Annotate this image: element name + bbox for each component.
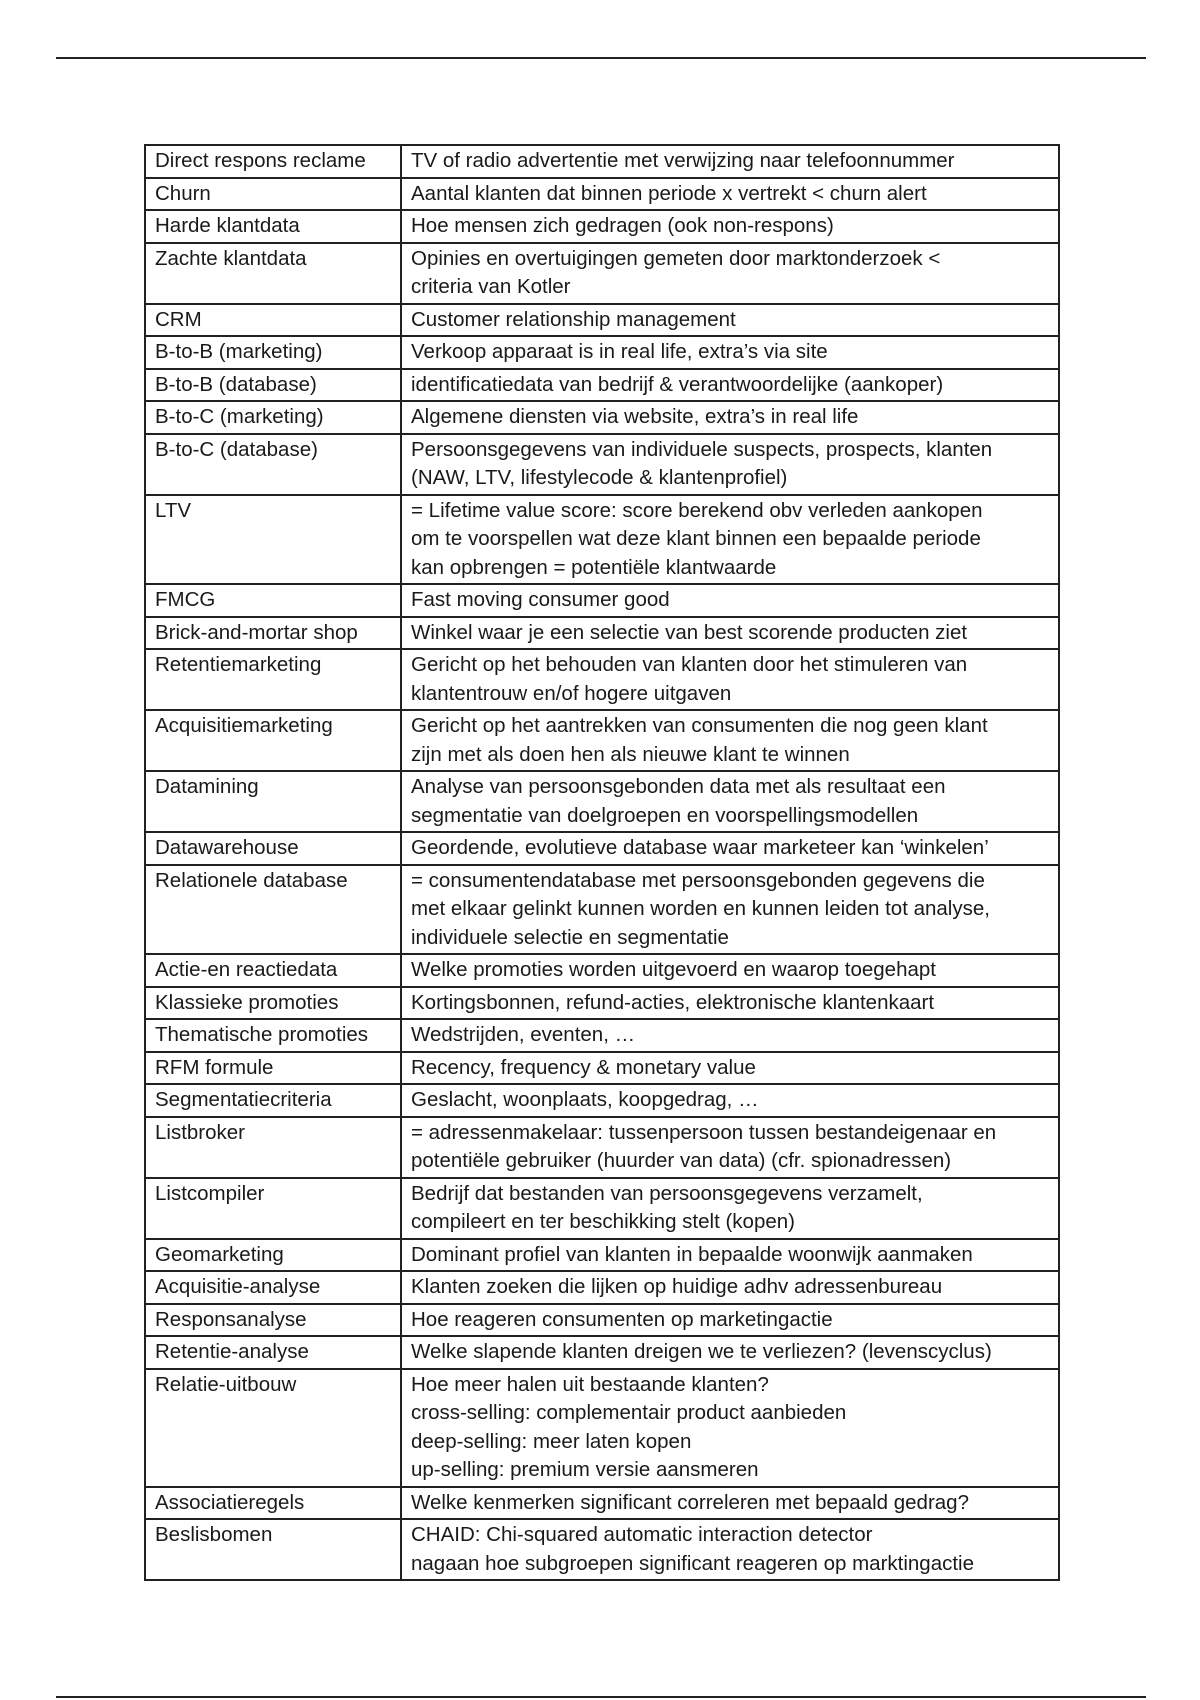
definition-line: Customer relationship management <box>411 307 736 331</box>
definition-cell <box>401 178 1059 211</box>
term-cell: Beslisbomen <box>145 1519 401 1580</box>
definition-line: nagaan hoe subgroepen significant reageren op marktingactie <box>411 1551 974 1575</box>
term-cell: B-to-B (marketing) <box>145 336 401 369</box>
definition-line: Welke promoties worden uitgevoerd en waarop toegehapt <box>411 958 936 981</box>
definition-line: Klanten zoeken die lijken op huidige adhv adressenbureau <box>411 1275 943 1298</box>
definition-cell <box>401 1019 1059 1052</box>
definition-line: TV of radio advertentie met verwijzing naar telefoonnummer <box>411 149 955 172</box>
table-row <box>145 1052 1059 1085</box>
table-row <box>145 865 1059 955</box>
table-row <box>145 495 1059 585</box>
definition-line: Recency, frequency & monetary value <box>411 1055 756 1079</box>
definition-cell <box>401 1117 1059 1178</box>
definition-line: Algemene diensten via website, extra’s in real life <box>411 405 859 428</box>
table-row <box>145 1336 1059 1369</box>
term-cell: FMCG <box>145 584 401 617</box>
term-cell: Datamining <box>145 771 401 832</box>
table-row <box>145 771 1059 832</box>
term-cell: Segmentatiecriteria <box>145 1084 401 1117</box>
definition-line: potentiële gebruiker (huurder van data) (cfr. spionadressen) <box>411 1149 952 1172</box>
definition-cell <box>401 401 1059 434</box>
term-cell: Geomarketing <box>145 1239 401 1272</box>
table-row <box>145 145 1059 178</box>
term-cell: Brick-and-mortar shop <box>145 617 401 650</box>
term-cell: Acquisitiemarketing <box>145 710 401 771</box>
term-cell: Listcompiler <box>145 1178 401 1239</box>
definition-cell <box>401 1487 1059 1520</box>
definition-line: Fast moving consumer good <box>411 588 670 611</box>
term-cell: Datawarehouse <box>145 832 401 865</box>
definition-line: Wedstrijden, eventen, … <box>411 1023 636 1046</box>
definition-line: Geslacht, woonplaats, koopgedrag, … <box>411 1088 759 1111</box>
definition-line: Opinies en overtuigingen gemeten door marktonderzoek < <box>411 246 941 270</box>
term-cell: B-to-C (marketing) <box>145 401 401 434</box>
table-row <box>145 178 1059 211</box>
definition-line: zijn met als doen hen als nieuwe klant te winnen <box>411 742 850 766</box>
definition-line: Geordende, evolutieve database waar marketeer kan ‘winkelen’ <box>411 836 989 859</box>
term-cell: Listbroker <box>145 1117 401 1178</box>
term-cell: Retentiemarketing <box>145 649 401 710</box>
table-row <box>145 434 1059 495</box>
definition-cell <box>401 1369 1059 1487</box>
definition-cell <box>401 1336 1059 1369</box>
definition-cell <box>401 304 1059 337</box>
definition-cell <box>401 771 1059 832</box>
definition-cell <box>401 1239 1059 1272</box>
definition-cell <box>401 954 1059 987</box>
definition-line: = adressenmakelaar: tussenpersoon tussen bestandeigenaar en <box>411 1120 997 1144</box>
term-cell: Direct respons reclame <box>145 145 401 178</box>
term-cell: Responsanalyse <box>145 1304 401 1337</box>
page-footer-rule <box>56 1696 1146 1698</box>
definition-line: Bedrijf dat bestanden van persoonsgegevens verzamelt, <box>411 1181 923 1205</box>
term-cell: Relatie-uitbouw <box>145 1369 401 1487</box>
term-cell: Relationele database <box>145 865 401 955</box>
definition-cell <box>401 1519 1059 1580</box>
term-cell: Actie-en reactiedata <box>145 954 401 987</box>
definition-cell <box>401 434 1059 495</box>
table-row <box>145 617 1059 650</box>
table-row <box>145 832 1059 865</box>
definition-cell <box>401 865 1059 955</box>
term-cell: CRM <box>145 304 401 337</box>
definition-line: Aantal klanten dat binnen periode x vertrekt < churn alert <box>411 181 927 205</box>
table-row <box>145 1304 1059 1337</box>
glossary-body <box>145 145 1059 1580</box>
term-cell: Retentie-analyse <box>145 1336 401 1369</box>
term-cell: B-to-B (database) <box>145 369 401 402</box>
definition-line: deep-selling: meer laten kopen <box>411 1429 692 1453</box>
definition-cell <box>401 1271 1059 1304</box>
term-cell: Thematische promoties <box>145 1019 401 1052</box>
definition-cell <box>401 1084 1059 1117</box>
definition-line: Kortingsbonnen, refund-acties, elektronische klantenkaart <box>411 990 935 1014</box>
definition-cell <box>401 243 1059 304</box>
definition-cell <box>401 710 1059 771</box>
term-cell: Klassieke promoties <box>145 987 401 1020</box>
definition-line: compileert en ter beschikking stelt (kopen) <box>411 1210 795 1233</box>
definition-line: CHAID: Chi-squared automatic interaction detector <box>411 1523 873 1546</box>
definition-line: Winkel waar je een selectie van best scorende producten ziet <box>411 620 968 644</box>
table-row <box>145 649 1059 710</box>
table-row <box>145 584 1059 617</box>
definition-cell <box>401 1052 1059 1085</box>
term-cell: Acquisitie-analyse <box>145 1271 401 1304</box>
definition-line: criteria van Kotler <box>411 275 571 298</box>
table-row <box>145 369 1059 402</box>
definition-line: Welke slapende klanten dreigen we te verliezen? (levenscyclus) <box>411 1340 992 1363</box>
definition-line: Persoonsgegevens van individuele suspects, prospects, klanten <box>411 437 993 461</box>
table-row <box>145 1178 1059 1239</box>
table-row <box>145 987 1059 1020</box>
definition-line: Gericht op het behouden van klanten door het stimuleren van <box>411 653 968 676</box>
definition-line: Hoe meer halen uit bestaande klanten? <box>411 1372 769 1396</box>
definition-line: Hoe mensen zich gedragen (ook non-respons) <box>411 214 834 237</box>
table-row <box>145 210 1059 243</box>
definition-cell <box>401 617 1059 650</box>
page-header-rule <box>56 57 1146 59</box>
term-cell: LTV <box>145 495 401 585</box>
definition-cell <box>401 495 1059 585</box>
table-row <box>145 401 1059 434</box>
definition-line: up-selling: premium versie aansmeren <box>411 1458 759 1481</box>
table-row <box>145 1487 1059 1520</box>
definition-line: klantentrouw en/of hogere uitgaven <box>411 681 732 705</box>
term-cell: Harde klantdata <box>145 210 401 243</box>
definition-cell <box>401 987 1059 1020</box>
table-row <box>145 1519 1059 1580</box>
term-cell: B-to-C (database) <box>145 434 401 495</box>
table-row <box>145 336 1059 369</box>
term-cell: RFM formule <box>145 1052 401 1085</box>
definition-line: kan opbrengen = potentiële klantwaarde <box>411 555 777 579</box>
definition-line: (NAW, LTV, lifestylecode & klantenprofiel) <box>411 466 788 489</box>
table-row <box>145 954 1059 987</box>
definition-line: = Lifetime value score: score berekend obv verleden aankopen <box>411 498 983 522</box>
definition-line: = consumentendatabase met persoonsgebonden gegevens die <box>411 868 985 892</box>
term-cell: Associatieregels <box>145 1487 401 1520</box>
definition-cell <box>401 336 1059 369</box>
term-cell: Zachte klantdata <box>145 243 401 304</box>
definition-line: om te voorspellen wat deze klant binnen een bepaalde periode <box>411 527 981 550</box>
table-row <box>145 1239 1059 1272</box>
definition-cell <box>401 369 1059 402</box>
definition-line: Analyse van persoonsgebonden data met als resultaat een <box>411 775 946 798</box>
definition-cell <box>401 832 1059 865</box>
definition-cell <box>401 1178 1059 1239</box>
definition-line: Welke kenmerken significant correleren met bepaald gedrag? <box>411 1490 969 1514</box>
definition-line: segmentatie van doelgroepen en voorspellingsmodellen <box>411 803 919 827</box>
glossary-table <box>144 144 1060 1581</box>
definition-line: cross-selling: complementair product aanbieden <box>411 1401 847 1424</box>
table-row <box>145 1019 1059 1052</box>
definition-line: individuele selectie en segmentatie <box>411 925 729 949</box>
table-row <box>145 243 1059 304</box>
table-row <box>145 1369 1059 1487</box>
definition-cell <box>401 145 1059 178</box>
table-row <box>145 1117 1059 1178</box>
definition-cell <box>401 1304 1059 1337</box>
definition-line: Gericht op het aantrekken van consumenten die nog geen klant <box>411 714 988 737</box>
table-row <box>145 1271 1059 1304</box>
definition-cell <box>401 210 1059 243</box>
table-row <box>145 1084 1059 1117</box>
definition-cell <box>401 584 1059 617</box>
definition-line: met elkaar gelinkt kunnen worden en kunnen leiden tot analyse, <box>411 897 990 920</box>
definition-line: Verkoop apparaat is in real life, extra’s via site <box>411 340 828 363</box>
term-cell: Churn <box>145 178 401 211</box>
definition-line: Dominant profiel van klanten in bepaalde woonwijk aanmaken <box>411 1242 973 1266</box>
table-row <box>145 710 1059 771</box>
definition-line: identificatiedata van bedrijf & verantwoordelijke (aankoper) <box>411 372 944 396</box>
table-row <box>145 304 1059 337</box>
definition-cell <box>401 649 1059 710</box>
definition-line: Hoe reageren consumenten op marketingactie <box>411 1307 833 1331</box>
